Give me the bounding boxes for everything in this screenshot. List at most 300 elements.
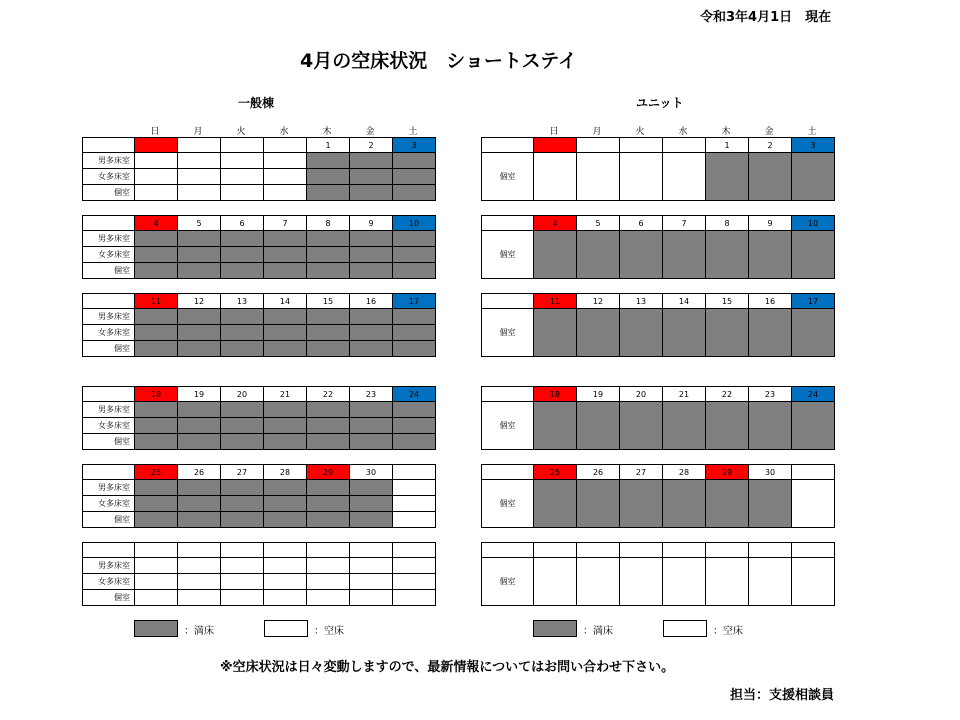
bed-cell-full bbox=[135, 263, 178, 279]
date-cell: 7 bbox=[663, 216, 706, 231]
date-cell: 28 bbox=[663, 465, 706, 480]
bed-cell-full bbox=[307, 418, 350, 434]
bed-cell-empty bbox=[663, 558, 706, 606]
bed-cell-full bbox=[534, 231, 577, 279]
bed-cell-empty bbox=[178, 185, 221, 201]
bed-cell-full bbox=[350, 185, 393, 201]
bed-cell-empty bbox=[393, 558, 436, 574]
date-cell bbox=[663, 138, 706, 153]
room-type-label: 個室 bbox=[83, 590, 135, 606]
bed-cell-empty bbox=[393, 512, 436, 528]
legend-empty-label: ：空床 bbox=[314, 626, 344, 637]
date-cell bbox=[663, 543, 706, 558]
date-cell: 19 bbox=[178, 387, 221, 402]
date-cell bbox=[792, 543, 835, 558]
bed-cell-empty bbox=[264, 153, 307, 169]
bed-cell-full bbox=[307, 263, 350, 279]
date-cell: 12 bbox=[577, 294, 620, 309]
bed-cell-empty bbox=[178, 153, 221, 169]
bed-cell-full bbox=[706, 480, 749, 528]
unit-week-table bbox=[481, 386, 835, 450]
bed-cell-full bbox=[221, 309, 264, 325]
bed-cell-full bbox=[135, 402, 178, 418]
date-cell: 27 bbox=[620, 465, 663, 480]
date-cell: 26 bbox=[577, 465, 620, 480]
date-cell: 17 bbox=[792, 294, 835, 309]
page-title: 4月の空床状況 ショートステイ bbox=[300, 50, 577, 72]
bed-cell-full bbox=[393, 325, 436, 341]
date-cell: 18 bbox=[534, 387, 577, 402]
date-cell bbox=[620, 543, 663, 558]
date-cell: 20 bbox=[221, 387, 264, 402]
room-type-label: 個室 bbox=[482, 231, 534, 279]
bed-cell-full bbox=[178, 231, 221, 247]
bed-cell-empty bbox=[135, 590, 178, 606]
general-week-table bbox=[82, 464, 436, 528]
bed-cell-full bbox=[749, 402, 792, 450]
bed-cell-empty bbox=[264, 590, 307, 606]
date-cell bbox=[221, 543, 264, 558]
date-cell: 24 bbox=[393, 387, 436, 402]
bed-cell-empty bbox=[178, 558, 221, 574]
bed-cell-empty bbox=[534, 558, 577, 606]
bed-cell-full bbox=[350, 309, 393, 325]
bed-cell-full bbox=[534, 309, 577, 357]
date-cell: 25 bbox=[534, 465, 577, 480]
bed-cell-full bbox=[264, 309, 307, 325]
bed-cell-full bbox=[264, 325, 307, 341]
bed-cell-full bbox=[221, 418, 264, 434]
room-type-label: 男多床室 bbox=[83, 480, 135, 496]
date-cell: 30 bbox=[350, 465, 393, 480]
unit-week-table bbox=[481, 464, 835, 528]
legend-empty-label: ：空床 bbox=[713, 626, 743, 637]
room-type-label: 男多床室 bbox=[83, 558, 135, 574]
bed-cell-full bbox=[350, 418, 393, 434]
room-type-label: 個室 bbox=[83, 185, 135, 201]
date-cell: 3 bbox=[393, 138, 436, 153]
bed-cell-empty bbox=[221, 558, 264, 574]
bed-cell-full bbox=[135, 309, 178, 325]
bed-cell-full bbox=[393, 418, 436, 434]
room-type-label: 個室 bbox=[83, 434, 135, 450]
bed-cell-full bbox=[221, 402, 264, 418]
bed-cell-full bbox=[577, 402, 620, 450]
day-header: 日 bbox=[549, 127, 559, 137]
bed-cell-full bbox=[221, 231, 264, 247]
room-type-label: 個室 bbox=[482, 558, 534, 606]
date-cell: 13 bbox=[620, 294, 663, 309]
date-cell bbox=[620, 138, 663, 153]
legend-empty-swatch bbox=[264, 620, 308, 637]
bed-cell-empty bbox=[706, 558, 749, 606]
bed-cell-empty bbox=[393, 496, 436, 512]
general-week-table bbox=[82, 542, 436, 606]
date-row-label bbox=[482, 216, 534, 231]
room-type-label: 男多床室 bbox=[83, 153, 135, 169]
bed-cell-full bbox=[264, 512, 307, 528]
date-cell: 11 bbox=[534, 294, 577, 309]
bed-cell-empty bbox=[221, 185, 264, 201]
bed-cell-full bbox=[350, 402, 393, 418]
bed-cell-full bbox=[350, 341, 393, 357]
date-cell: 5 bbox=[577, 216, 620, 231]
bed-cell-full bbox=[307, 247, 350, 263]
legend-full-swatch bbox=[134, 620, 178, 637]
bed-cell-full bbox=[307, 341, 350, 357]
day-header: 火 bbox=[236, 127, 246, 137]
bed-cell-full bbox=[706, 231, 749, 279]
bed-cell-full bbox=[577, 480, 620, 528]
day-header: 木 bbox=[721, 127, 731, 137]
date-cell bbox=[577, 138, 620, 153]
room-type-label: 男多床室 bbox=[83, 309, 135, 325]
bed-cell-full bbox=[393, 247, 436, 263]
section-label-unit: ユニット bbox=[636, 96, 684, 110]
bed-cell-full bbox=[350, 231, 393, 247]
bed-cell-full bbox=[178, 496, 221, 512]
room-type-label: 男多床室 bbox=[83, 402, 135, 418]
day-header: 水 bbox=[279, 127, 289, 137]
room-type-label: 個室 bbox=[482, 402, 534, 450]
date-cell: 15 bbox=[706, 294, 749, 309]
day-header: 水 bbox=[678, 127, 688, 137]
day-header: 日 bbox=[150, 127, 160, 137]
date-row-label bbox=[482, 543, 534, 558]
date-cell: 29 bbox=[307, 465, 350, 480]
bed-cell-full bbox=[264, 247, 307, 263]
bed-cell-full bbox=[307, 512, 350, 528]
bed-cell-full bbox=[663, 480, 706, 528]
bed-cell-empty bbox=[135, 169, 178, 185]
date-cell bbox=[350, 543, 393, 558]
bed-cell-empty bbox=[620, 558, 663, 606]
bed-cell-full bbox=[350, 512, 393, 528]
date-cell: 6 bbox=[620, 216, 663, 231]
general-week-table bbox=[82, 293, 436, 357]
legend-full-label: ：満床 bbox=[184, 626, 214, 637]
bed-cell-empty bbox=[307, 558, 350, 574]
date-cell: 24 bbox=[792, 387, 835, 402]
bed-cell-full bbox=[178, 341, 221, 357]
bed-cell-full bbox=[393, 185, 436, 201]
bed-cell-full bbox=[264, 434, 307, 450]
date-cell: 4 bbox=[534, 216, 577, 231]
bed-cell-full bbox=[264, 231, 307, 247]
date-cell: 22 bbox=[307, 387, 350, 402]
room-type-label: 個室 bbox=[83, 263, 135, 279]
date-cell: 26 bbox=[178, 465, 221, 480]
room-type-label: 女多床室 bbox=[83, 169, 135, 185]
date-row-label bbox=[482, 138, 534, 153]
bed-cell-full bbox=[350, 263, 393, 279]
bed-cell-full bbox=[749, 309, 792, 357]
date-cell: 25 bbox=[135, 465, 178, 480]
date-row-label bbox=[83, 216, 135, 231]
date-cell: 16 bbox=[350, 294, 393, 309]
date-cell: 21 bbox=[264, 387, 307, 402]
date-cell: 13 bbox=[221, 294, 264, 309]
bed-cell-empty bbox=[307, 574, 350, 590]
bed-cell-empty bbox=[221, 153, 264, 169]
bed-cell-empty bbox=[792, 480, 835, 528]
bed-cell-empty bbox=[135, 153, 178, 169]
date-cell bbox=[577, 543, 620, 558]
bed-cell-full bbox=[221, 434, 264, 450]
bed-cell-full bbox=[135, 512, 178, 528]
date-cell: 22 bbox=[706, 387, 749, 402]
day-header: 土 bbox=[408, 127, 418, 137]
date-cell: 14 bbox=[264, 294, 307, 309]
bed-cell-full bbox=[350, 247, 393, 263]
bed-cell-empty bbox=[264, 558, 307, 574]
room-type-label: 女多床室 bbox=[83, 496, 135, 512]
bed-cell-full bbox=[620, 480, 663, 528]
date-cell bbox=[534, 138, 577, 153]
date-cell: 17 bbox=[393, 294, 436, 309]
date-row-label bbox=[83, 294, 135, 309]
bed-cell-full bbox=[577, 309, 620, 357]
unit-week-table bbox=[481, 293, 835, 357]
bed-cell-full bbox=[221, 480, 264, 496]
bed-cell-empty bbox=[178, 169, 221, 185]
date-cell: 16 bbox=[749, 294, 792, 309]
current-date: 令和3年4月1日 現在 bbox=[700, 10, 832, 25]
bed-cell-empty bbox=[350, 574, 393, 590]
day-header: 月 bbox=[592, 127, 602, 137]
bed-cell-full bbox=[178, 263, 221, 279]
bed-cell-full bbox=[350, 153, 393, 169]
bed-cell-empty bbox=[350, 558, 393, 574]
bed-cell-full bbox=[577, 231, 620, 279]
room-type-label: 男多床室 bbox=[83, 231, 135, 247]
bed-cell-full bbox=[706, 402, 749, 450]
bed-cell-full bbox=[307, 496, 350, 512]
bed-cell-full bbox=[792, 402, 835, 450]
bed-cell-empty bbox=[264, 574, 307, 590]
bed-cell-full bbox=[620, 231, 663, 279]
bed-cell-full bbox=[663, 231, 706, 279]
date-cell bbox=[264, 543, 307, 558]
bed-cell-full bbox=[307, 309, 350, 325]
bed-cell-full bbox=[221, 341, 264, 357]
bed-cell-empty bbox=[178, 574, 221, 590]
date-cell: 28 bbox=[264, 465, 307, 480]
bed-cell-empty bbox=[393, 590, 436, 606]
date-cell: 8 bbox=[706, 216, 749, 231]
date-cell bbox=[221, 138, 264, 153]
bed-cell-full bbox=[350, 496, 393, 512]
bed-cell-empty bbox=[178, 590, 221, 606]
date-cell bbox=[393, 465, 436, 480]
date-cell: 14 bbox=[663, 294, 706, 309]
bed-cell-full bbox=[307, 402, 350, 418]
bed-cell-empty bbox=[792, 558, 835, 606]
date-row-label bbox=[83, 543, 135, 558]
bed-cell-full bbox=[393, 169, 436, 185]
date-cell bbox=[706, 543, 749, 558]
bed-cell-full bbox=[264, 418, 307, 434]
date-cell bbox=[534, 543, 577, 558]
bed-cell-full bbox=[221, 496, 264, 512]
general-week-table bbox=[82, 386, 436, 450]
date-cell: 19 bbox=[577, 387, 620, 402]
bed-cell-full bbox=[534, 480, 577, 528]
bed-cell-full bbox=[350, 325, 393, 341]
date-row-label bbox=[83, 138, 135, 153]
bed-cell-empty bbox=[307, 590, 350, 606]
bed-cell-full bbox=[264, 263, 307, 279]
bed-cell-full bbox=[792, 309, 835, 357]
bed-cell-full bbox=[620, 402, 663, 450]
date-cell bbox=[178, 543, 221, 558]
bed-cell-full bbox=[307, 185, 350, 201]
bed-cell-full bbox=[663, 402, 706, 450]
room-type-label: 個室 bbox=[482, 153, 534, 201]
bed-cell-full bbox=[706, 153, 749, 201]
date-cell: 27 bbox=[221, 465, 264, 480]
date-row-label bbox=[482, 465, 534, 480]
bed-cell-full bbox=[135, 418, 178, 434]
bed-cell-full bbox=[178, 480, 221, 496]
bed-cell-empty bbox=[221, 169, 264, 185]
date-cell bbox=[178, 138, 221, 153]
date-cell: 23 bbox=[350, 387, 393, 402]
room-type-label: 個室 bbox=[482, 309, 534, 357]
date-cell: 10 bbox=[792, 216, 835, 231]
bed-cell-empty bbox=[577, 153, 620, 201]
date-cell bbox=[792, 465, 835, 480]
day-header: 木 bbox=[322, 127, 332, 137]
day-header: 金 bbox=[365, 127, 375, 137]
bed-cell-full bbox=[135, 480, 178, 496]
bed-cell-full bbox=[264, 402, 307, 418]
date-cell: 9 bbox=[749, 216, 792, 231]
bed-cell-full bbox=[749, 480, 792, 528]
room-type-label: 女多床室 bbox=[83, 418, 135, 434]
bed-cell-full bbox=[307, 169, 350, 185]
date-row-label bbox=[83, 387, 135, 402]
date-cell: 1 bbox=[706, 138, 749, 153]
bed-cell-empty bbox=[135, 574, 178, 590]
legend-full-label: ：満床 bbox=[583, 626, 613, 637]
legend-full-swatch bbox=[533, 620, 577, 637]
date-cell: 6 bbox=[221, 216, 264, 231]
bed-cell-full bbox=[135, 341, 178, 357]
bed-cell-full bbox=[264, 341, 307, 357]
date-cell: 3 bbox=[792, 138, 835, 153]
day-header: 金 bbox=[764, 127, 774, 137]
bed-cell-full bbox=[792, 153, 835, 201]
day-header: 土 bbox=[807, 127, 817, 137]
room-type-label: 個室 bbox=[83, 341, 135, 357]
staff-contact: 担当：支援相談員 bbox=[730, 688, 835, 703]
bed-cell-full bbox=[135, 496, 178, 512]
date-cell bbox=[135, 543, 178, 558]
bed-cell-empty bbox=[620, 153, 663, 201]
day-header: 月 bbox=[193, 127, 203, 137]
date-cell: 29 bbox=[706, 465, 749, 480]
bed-cell-full bbox=[221, 512, 264, 528]
bed-cell-full bbox=[393, 309, 436, 325]
bed-cell-full bbox=[135, 247, 178, 263]
bed-cell-full bbox=[393, 263, 436, 279]
bed-cell-full bbox=[178, 434, 221, 450]
bed-cell-full bbox=[135, 231, 178, 247]
bed-cell-full bbox=[749, 231, 792, 279]
date-cell: 10 bbox=[393, 216, 436, 231]
bed-cell-full bbox=[307, 434, 350, 450]
date-cell bbox=[307, 543, 350, 558]
date-cell: 9 bbox=[350, 216, 393, 231]
bed-cell-full bbox=[350, 480, 393, 496]
date-cell: 15 bbox=[307, 294, 350, 309]
bed-cell-full bbox=[393, 153, 436, 169]
bed-cell-full bbox=[135, 434, 178, 450]
date-cell: 5 bbox=[178, 216, 221, 231]
date-cell: 1 bbox=[307, 138, 350, 153]
bed-cell-empty bbox=[135, 558, 178, 574]
bed-cell-empty bbox=[749, 558, 792, 606]
date-cell bbox=[264, 138, 307, 153]
bed-cell-full bbox=[792, 231, 835, 279]
bed-cell-full bbox=[534, 402, 577, 450]
unit-week-table bbox=[481, 542, 835, 606]
general-week-table bbox=[82, 137, 436, 201]
unit-week-table bbox=[481, 215, 835, 279]
general-week-table bbox=[82, 215, 436, 279]
bed-cell-full bbox=[307, 480, 350, 496]
bed-cell-full bbox=[307, 153, 350, 169]
bed-cell-full bbox=[264, 480, 307, 496]
bed-cell-full bbox=[178, 418, 221, 434]
bed-cell-empty bbox=[663, 153, 706, 201]
date-cell: 21 bbox=[663, 387, 706, 402]
date-cell: 18 bbox=[135, 387, 178, 402]
date-cell: 8 bbox=[307, 216, 350, 231]
bed-cell-empty bbox=[350, 590, 393, 606]
bed-cell-full bbox=[706, 309, 749, 357]
room-type-label: 女多床室 bbox=[83, 247, 135, 263]
bed-cell-full bbox=[307, 325, 350, 341]
bed-cell-empty bbox=[577, 558, 620, 606]
bed-cell-full bbox=[135, 325, 178, 341]
room-type-label: 個室 bbox=[482, 480, 534, 528]
bed-cell-empty bbox=[264, 185, 307, 201]
bed-cell-full bbox=[221, 263, 264, 279]
bed-cell-full bbox=[221, 247, 264, 263]
date-cell: 12 bbox=[178, 294, 221, 309]
date-cell: 2 bbox=[350, 138, 393, 153]
bed-cell-full bbox=[178, 402, 221, 418]
date-cell: 30 bbox=[749, 465, 792, 480]
bed-cell-empty bbox=[393, 480, 436, 496]
bed-cell-full bbox=[307, 231, 350, 247]
date-cell: 7 bbox=[264, 216, 307, 231]
bed-cell-full bbox=[350, 434, 393, 450]
bed-cell-full bbox=[178, 325, 221, 341]
date-cell: 23 bbox=[749, 387, 792, 402]
date-cell: 2 bbox=[749, 138, 792, 153]
bed-cell-full bbox=[393, 402, 436, 418]
bed-cell-full bbox=[393, 434, 436, 450]
date-cell bbox=[749, 543, 792, 558]
bed-cell-full bbox=[178, 247, 221, 263]
bed-cell-empty bbox=[534, 153, 577, 201]
section-label-general: 一般棟 bbox=[238, 96, 275, 110]
bed-cell-full bbox=[221, 325, 264, 341]
bed-cell-full bbox=[620, 309, 663, 357]
